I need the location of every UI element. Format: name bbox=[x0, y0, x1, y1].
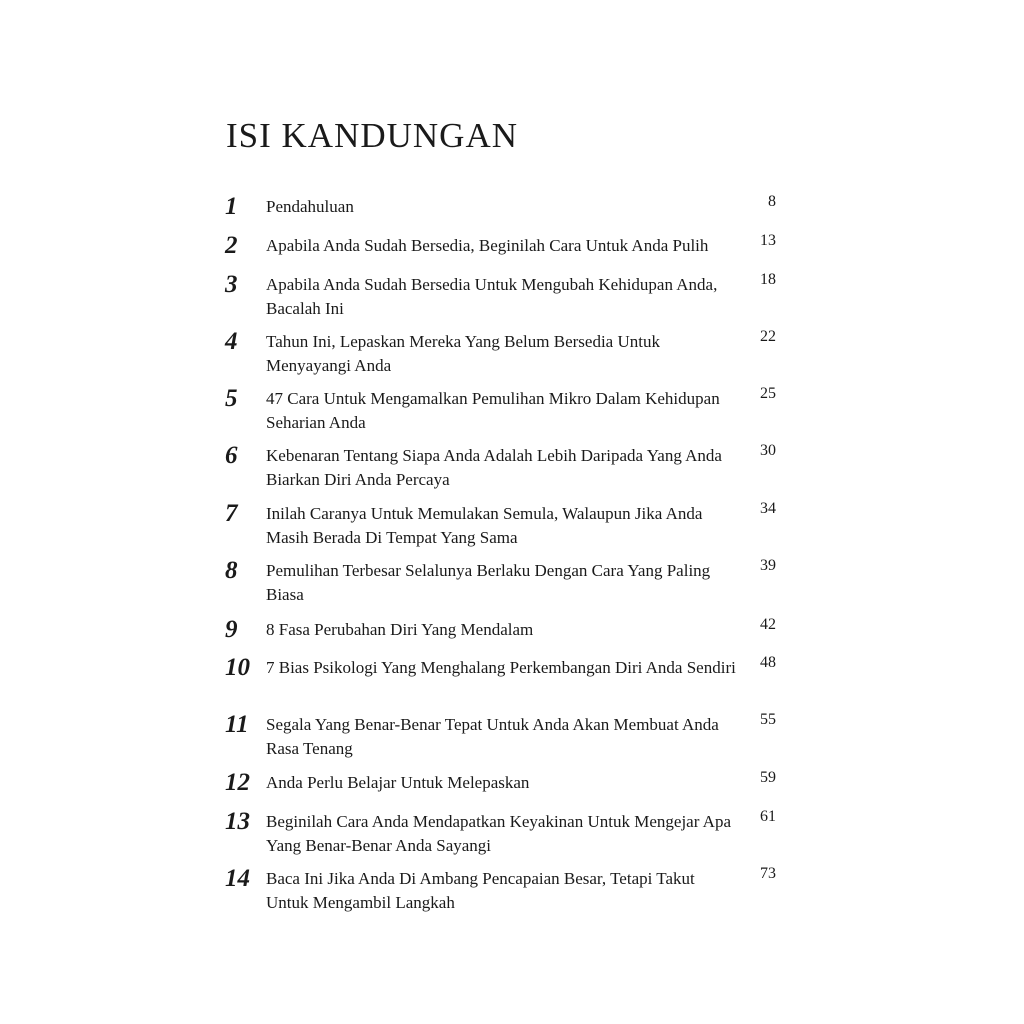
page-number: 61 bbox=[760, 808, 776, 825]
chapter-title: Inilah Caranya Untuk Memulakan Semula, Walaupun Jika Anda Masih Berada Di Tempat Yang Sama bbox=[266, 504, 703, 547]
chapter-number: 5 bbox=[225, 385, 238, 412]
page-number: 30 bbox=[760, 442, 776, 459]
chapter-title: Apabila Anda Sudah Bersedia, Beginilah Cara Untuk Anda Pulih bbox=[266, 236, 709, 255]
chapter-number: 11 bbox=[225, 711, 249, 738]
chapter-title: Tahun Ini, Lepaskan Mereka Yang Belum Bersedia Untuk Menyayangi Anda bbox=[266, 332, 660, 375]
chapter-title: Apabila Anda Sudah Bersedia Untuk Mengubah Kehidupan Anda, Bacalah Ini bbox=[266, 275, 718, 318]
page-number: 25 bbox=[760, 385, 776, 402]
page-number: 73 bbox=[760, 865, 776, 882]
chapter-number: 8 bbox=[225, 557, 238, 584]
chapter-title: Beginilah Cara Anda Mendapatkan Keyakinan Untuk Mengejar Apa Yang Benar-Benar Anda Sayangi bbox=[266, 812, 732, 855]
page-number: 39 bbox=[760, 557, 776, 574]
chapter-number: 12 bbox=[225, 769, 250, 796]
page-title: ISI KANDUNGAN bbox=[226, 116, 519, 155]
chapter-title: Pendahuluan bbox=[266, 197, 354, 216]
chapter-number: 2 bbox=[225, 232, 238, 259]
page-number: 8 bbox=[768, 193, 776, 210]
chapter-number: 3 bbox=[225, 271, 238, 298]
page-number: 13 bbox=[760, 232, 776, 249]
chapter-title: 47 Cara Untuk Mengamalkan Pemulihan Mikro Dalam Kehidupan Seharian Anda bbox=[266, 389, 720, 432]
chapter-number: 9 bbox=[225, 616, 238, 643]
page-number: 55 bbox=[760, 711, 776, 728]
chapter-number: 10 bbox=[225, 654, 250, 681]
chapter-title: 8 Fasa Perubahan Diri Yang Mendalam bbox=[266, 620, 534, 639]
chapter-title: Pemulihan Terbesar Selalunya Berlaku Dengan Cara Yang Paling Biasa bbox=[266, 561, 711, 604]
chapter-number: 7 bbox=[225, 500, 238, 527]
chapter-title: 7 Bias Psikologi Yang Menghalang Perkembangan Diri Anda Sendiri bbox=[266, 658, 736, 677]
page-number: 42 bbox=[760, 616, 776, 633]
chapter-title: Kebenaran Tentang Siapa Anda Adalah Lebih Daripada Yang Anda Biarkan Diri Anda Percaya bbox=[266, 446, 722, 489]
chapter-number: 1 bbox=[225, 193, 238, 220]
page-number: 59 bbox=[760, 769, 776, 786]
page-number: 18 bbox=[760, 271, 776, 288]
chapter-number: 4 bbox=[225, 328, 238, 355]
page-number: 22 bbox=[760, 328, 776, 345]
chapter-title: Baca Ini Jika Anda Di Ambang Pencapaian Besar, Tetapi Takut Untuk Mengambil Langkah bbox=[266, 869, 695, 912]
chapter-title: Anda Perlu Belajar Untuk Melepaskan bbox=[266, 773, 530, 792]
page-number: 48 bbox=[760, 654, 776, 671]
chapter-title: Segala Yang Benar-Benar Tepat Untuk Anda Akan Membuat Anda Rasa Tenang bbox=[266, 715, 719, 758]
chapter-number: 13 bbox=[225, 808, 250, 835]
chapter-number: 6 bbox=[225, 442, 238, 469]
page-number: 34 bbox=[760, 500, 776, 517]
chapter-number: 14 bbox=[225, 865, 250, 892]
